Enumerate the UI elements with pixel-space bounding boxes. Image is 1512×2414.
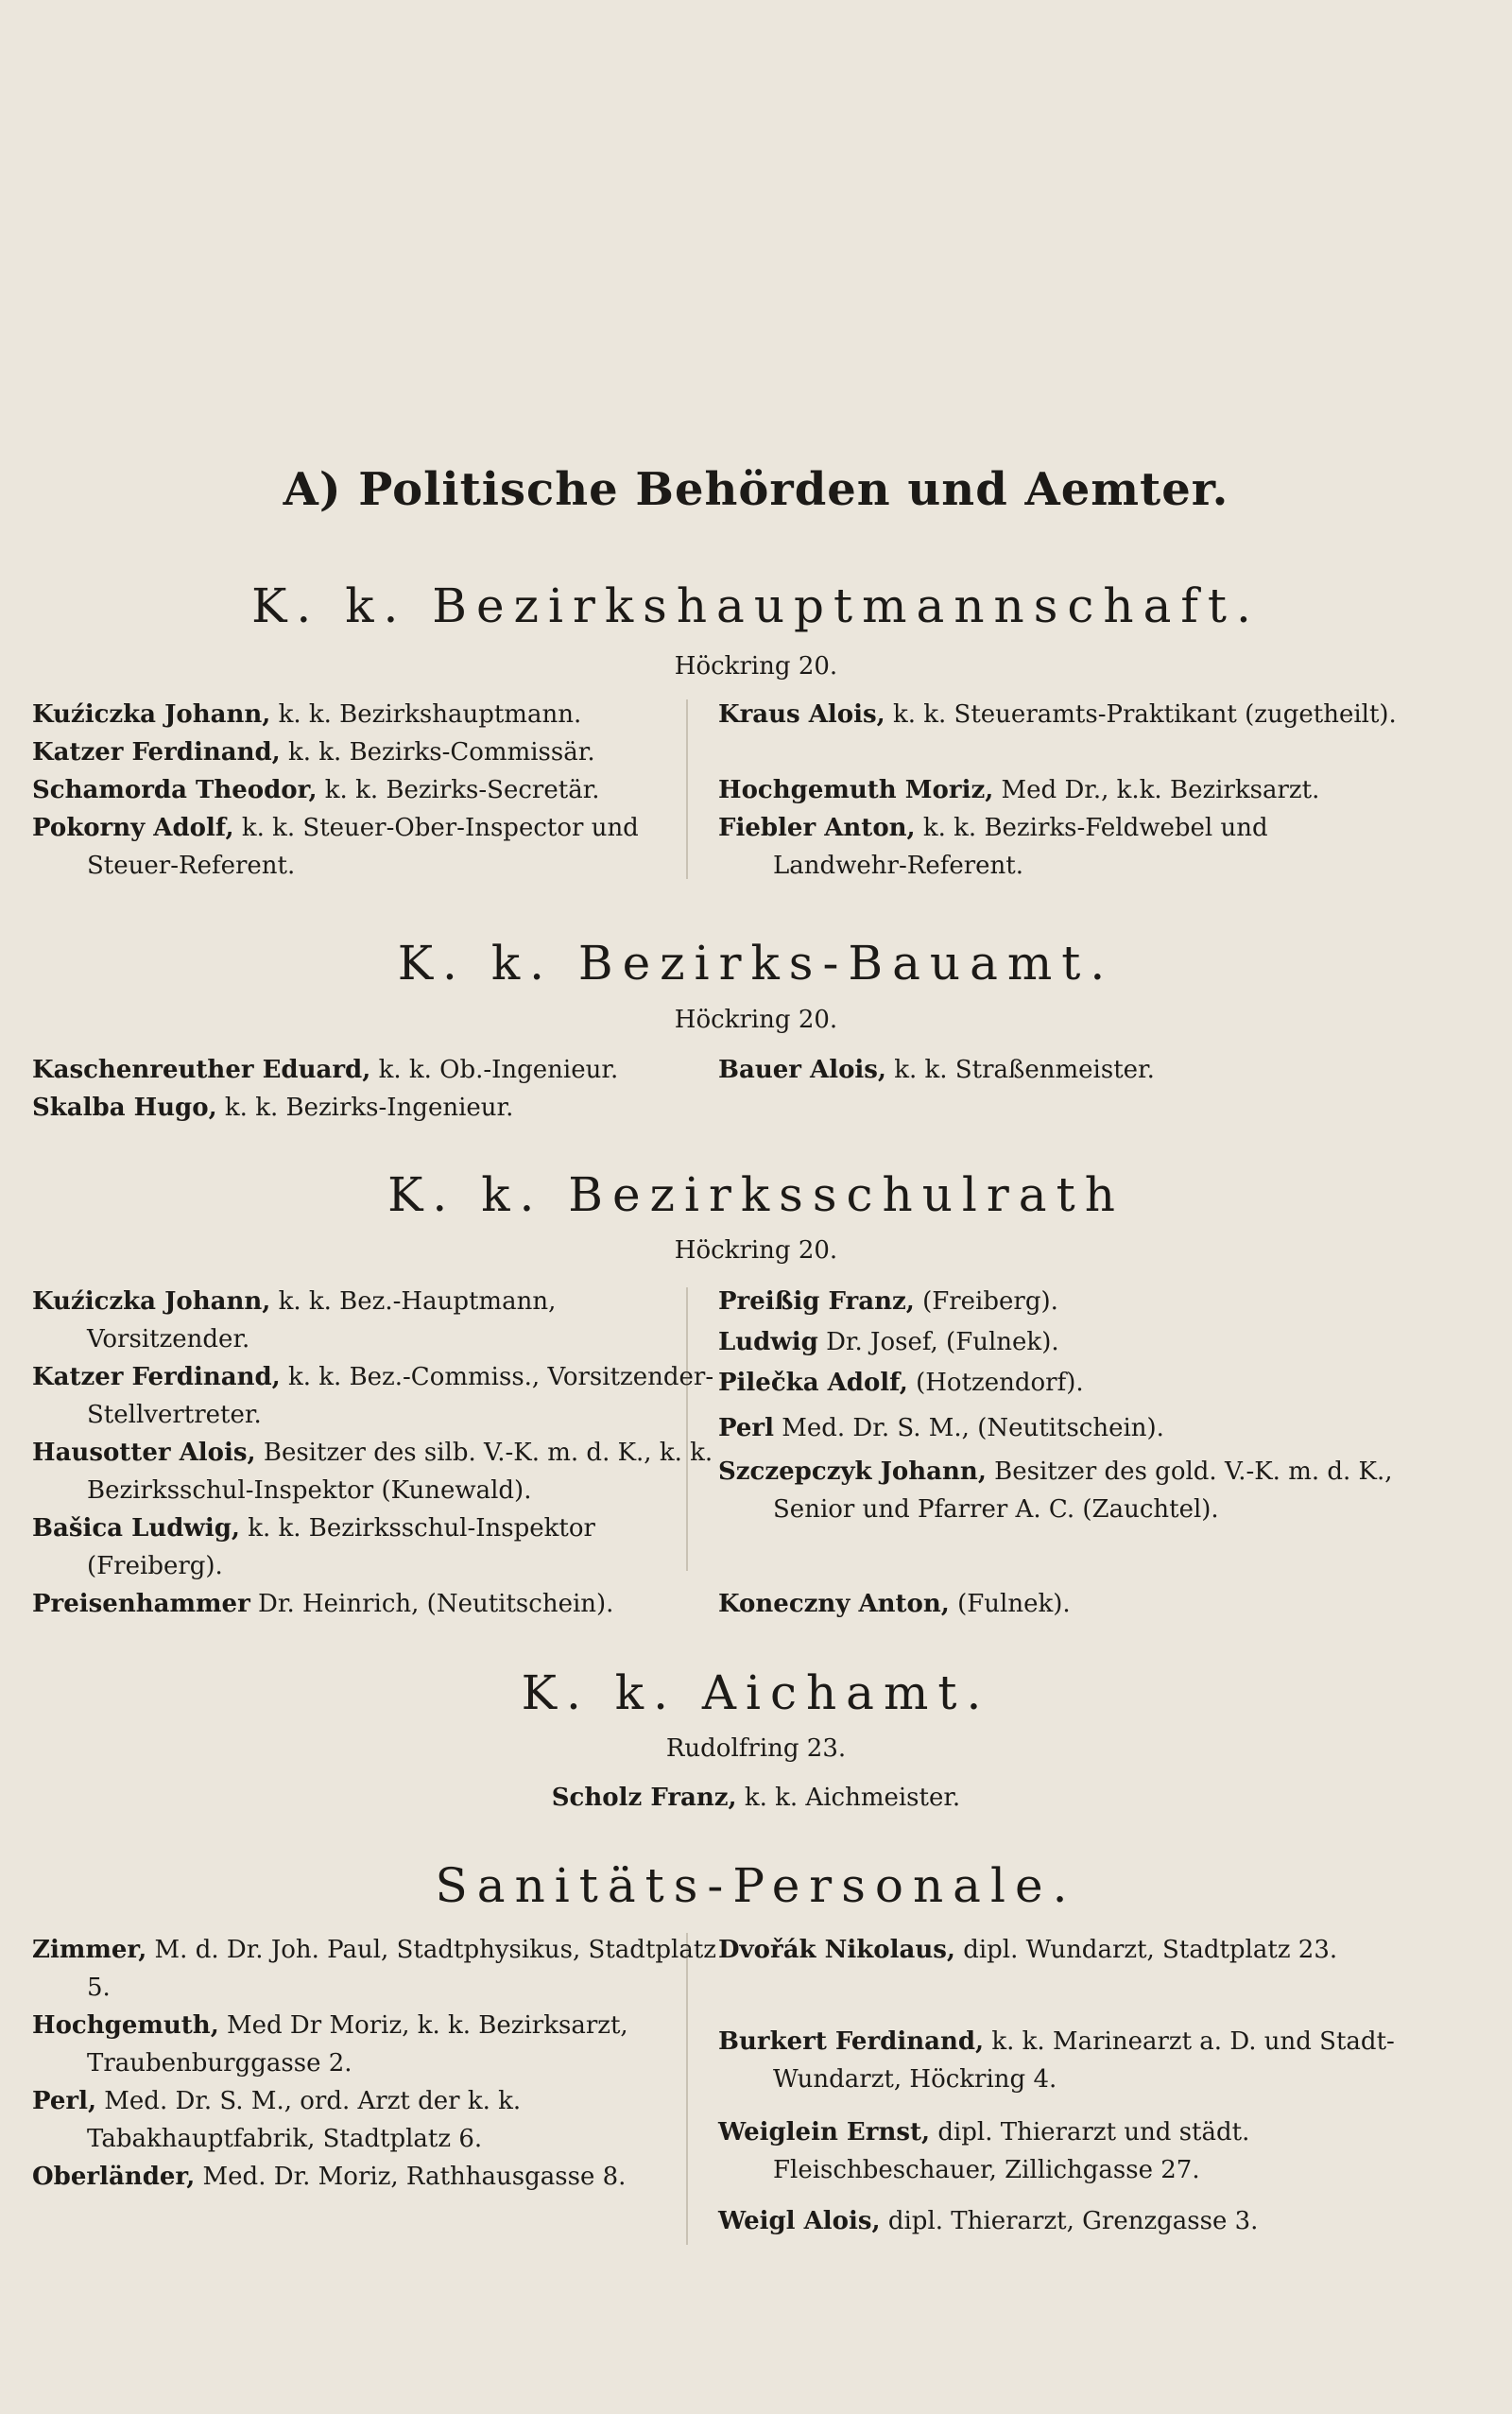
section-title-bezirkshauptmannschaft: K. k. Bezirkshauptmannschaft.	[251, 578, 1261, 633]
list-item: Preißig Franz, (Freiberg).	[718, 1287, 1058, 1316]
section-title-bezirksschulrath: K. k. Bezirksschulrath	[387, 1167, 1125, 1222]
list-item: Weigl Alois, dipl. Thierarzt, Grenzgasse 3.	[718, 2207, 1259, 2235]
list-item: Pokorny Adolf, k. k. Steuer-Ober-Inspector und Steuer-Referent.	[32, 814, 639, 880]
list-item: Hausotter Alois, Besitzer des silb. V.-K. m. d. K., k. k. Bezirksschul-Inspektor (Kunewald).	[32, 1439, 713, 1505]
list-item: Hochgemuth, Med Dr Moriz, k. k. Bezirksarzt, Traubenburggasse 2.	[32, 2011, 628, 2078]
section-location: Höckring 20.	[674, 652, 838, 681]
list-item: Preisenhammer Dr. Heinrich, (Neutitschein).	[32, 1590, 614, 1618]
list-item: Perl Med. Dr. S. M., (Neutitschein).	[718, 1414, 1164, 1442]
list-item: Scholz Franz, k. k. Aichmeister.	[551, 1784, 961, 1812]
section-location: Höckring 20.	[674, 1006, 838, 1034]
list-item: Kuźiczka Johann, k. k. Bezirkshauptmann.	[32, 700, 582, 729]
list-item: Koneczny Anton, (Fulnek).	[718, 1590, 1071, 1618]
list-item: Bašica Ludwig, k. k. Bezirksschul-Inspektor (Freiberg).	[32, 1514, 595, 1580]
list-item: Perl, Med. Dr. S. M., ord. Arzt der k. k. Tabakhauptfabrik, Stadtplatz 6.	[32, 2087, 522, 2153]
list-item: Fiebler Anton, k. k. Bezirks-Feldwebel und Landwehr-Referent.	[718, 814, 1268, 880]
list-item: Weiglein Ernst, dipl. Thierarzt und städt. Fleischbeschauer, Zillichgasse 27.	[718, 2118, 1250, 2184]
list-item: Bauer Alois, k. k. Straßenmeister.	[718, 1056, 1155, 1084]
list-item: Skalba Hugo, k. k. Bezirks-Ingenieur.	[32, 1094, 514, 1122]
list-item: Schamorda Theodor, k. k. Bezirks-Secretär.	[32, 776, 600, 804]
list-item: Dvořák Nikolaus, dipl. Wundarzt, Stadtplatz 23.	[718, 1936, 1338, 1964]
list-item: Burkert Ferdinand, k. k. Marinearzt a. D. und Stadt-Wundarzt, Höckring 4.	[718, 2027, 1395, 2094]
list-item: Katzer Ferdinand, k. k. Bez.-Commiss., Vorsitzender-Stellvertreter.	[32, 1363, 714, 1429]
list-item: Pilečka Adolf, (Hotzendorf).	[718, 1369, 1084, 1397]
section-title-sanitaets-personale: Sanitäts-Personale.	[435, 1858, 1077, 1913]
list-item: Oberländer, Med. Dr. Moriz, Rathhausgasse 8.	[32, 2163, 627, 2191]
list-item: Zimmer, M. d. Dr. Joh. Paul, Stadtphysikus, Stadtplatz 5.	[32, 1936, 717, 2002]
list-item: Hochgemuth Moriz, Med Dr., k.k. Bezirksarzt.	[718, 776, 1320, 804]
section-location: Rudolfring 23.	[665, 1734, 847, 1763]
list-item: Szczepczyk Johann, Besitzer des gold. V.-K. m. d. K., Senior und Pfarrer A. C. (Zauchtel).	[718, 1457, 1393, 1524]
list-item: Kaschenreuther Eduard, k. k. Ob.-Ingenieur.	[32, 1056, 619, 1084]
list-item: Kuźiczka Johann, k. k. Bez.-Hauptmann, Vorsitzender.	[32, 1287, 557, 1354]
page-title: A) Politische Behörden und Aemter.	[283, 463, 1229, 516]
list-item: Ludwig Dr. Josef, (Fulnek).	[718, 1328, 1059, 1356]
section-location: Höckring 20.	[674, 1236, 838, 1265]
list-item: Kraus Alois, k. k. Steueramts-Praktikant (zugetheilt).	[718, 700, 1397, 729]
section-title-aichamt: K. k. Aichamt.	[521, 1665, 991, 1720]
list-item: Katzer Ferdinand, k. k. Bezirks-Commissär.	[32, 738, 595, 767]
section-title-bezirks-bauamt: K. k. Bezirks-Bauamt.	[397, 936, 1115, 991]
